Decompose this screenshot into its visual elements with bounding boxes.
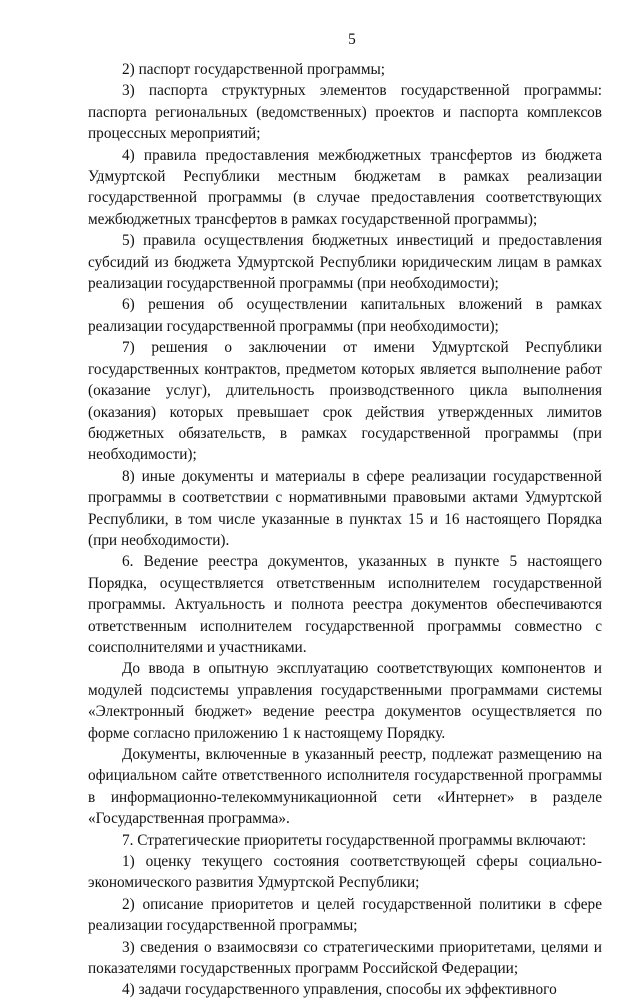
paragraph: 2) описание приоритетов и целей государственной политики в сфере реализации государственной программы; bbox=[88, 895, 602, 935]
paragraph: 3) паспорта структурных элементов государственной программы: паспорта региональных (ведомственных) проектов и паспорта комплексов процессных мероприятий; bbox=[88, 82, 602, 143]
paragraph: 5) правила осуществления бюджетных инвестиций и предоставления субсидий из бюджета Удмуртской Республики юридическим лицам в рамках реализации государственной программы (при необходимости); bbox=[88, 232, 602, 293]
page-number: 5 bbox=[348, 31, 356, 48]
paragraph: 6) решения об осуществлении капитальных вложений в рамках реализации государственной программы (при необходимости); bbox=[88, 296, 602, 335]
paragraph: До ввода в опытную эксплуатацию соответствующих компонентов и модулей подсистемы управления государственными программами системы «Электронный бюджет» ведение реестра документов осуществляется по форме согласно приложению 1 к настоящему Порядку. bbox=[88, 660, 602, 742]
paragraph: 4) задачи государственного управления, способы их эффективного bbox=[122, 981, 557, 999]
paragraph: 7) решения о заключении от имени Удмуртской Республики государственных контрактов, предметом которых является выполнение работ (оказание услуг), длительность производственного цикла выполнения (оказания) которых превышает срок действия утвержденных лимитов бюджетных обязательств, в рамках государственной программы (при необходимости); bbox=[88, 339, 602, 464]
paragraph: 6. Ведение реестра документов, указанных в пункте 5 настоящего Порядка, осуществляется ответственным исполнителем государственной программы. Актуальность и полнота реестра документов обеспечиваются ответственным исполнителем государственной программы совместно с соисполнителями и участниками. bbox=[88, 553, 602, 656]
paragraph: 1) оценку текущего состояния соответствующей сферы социально-экономического развития Удмуртской Республики; bbox=[88, 853, 602, 892]
paragraph: 2) паспорт государственной программы; bbox=[122, 61, 386, 78]
paragraph: 3) сведения о взаимосвязи со стратегическими приоритетами, целями и показателями государственных программ Российской Федерации; bbox=[88, 938, 602, 978]
paragraph: 7. Стратегические приоритеты государственной программы включают: bbox=[122, 831, 587, 849]
paragraph: 4) правила предоставления межбюджетных трансфертов из бюджета Удмуртской Республики местным бюджетам в рамках реализации государственной программы (в случае предоставления соответствующих межбюджетных трансфертов в рамках государственной программы); bbox=[88, 146, 602, 228]
paragraph: 8) иные документы и материалы в сфере реализации государственной программы в соответствии с нормативными правовыми актами Удмуртской Республики, в том числе указанные в пунктах 15 и 16 настоящего Порядка (при необходимости). bbox=[88, 467, 602, 549]
paragraph: Документы, включенные в указанный реестр, подлежат размещению на официальном сайте ответственного исполнителя государственной программы в информационно-телекоммуникационной сети «Интернет» в разделе «Государственная программа». bbox=[88, 746, 602, 828]
